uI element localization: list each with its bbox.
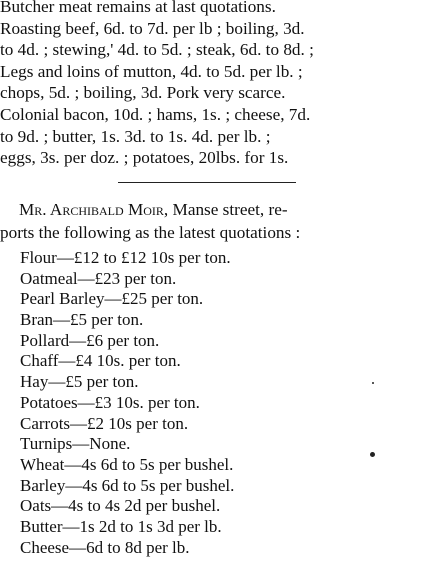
quotation-item: Carrots—£2 10s per ton. [20, 413, 189, 433]
report-line: chops, 5d. ; boiling, 3d. Pork very scarce. [0, 83, 286, 103]
report-line: Legs and loins of mutton, 4d. to 5d. per lb. ; [0, 61, 303, 81]
quotation-item: Wheat—4s 6d to 5s per bushel. [20, 454, 234, 474]
market-report-paragraph [0, 0, 421, 169]
quotation-item: Pollard—£6 per ton. [20, 330, 160, 350]
report-line: eggs, 3s. per doz. ; potatoes, 20lbs. for 1s. [0, 148, 289, 168]
quotation-item: Bran—£5 per ton. [20, 310, 144, 330]
quotation-item: Oatmeal—£23 per ton. [20, 268, 177, 288]
quotations-intro [0, 198, 421, 244]
quotation-item: Barley—4s 6d to 5s per bushel. [20, 475, 235, 495]
quotation-list [20, 248, 420, 558]
quotation-item: Oats—4s to 4s 2d per bushel. [20, 496, 221, 516]
intro-line [0, 198, 421, 221]
merchant-name: Mr. Archibald Moir, [19, 200, 169, 219]
quotation-item: Turnips—None. [20, 434, 131, 454]
report-line: to 4d. ; stewing,' 4d. to 5d. ; steak, 6d. to 8d. ; [0, 40, 314, 60]
quotation-item: Butter—1s 2d to 1s 3d per lb. [20, 516, 222, 536]
intro-line-rest: Manse street, re- [168, 200, 288, 219]
quotation-item: Pearl Barley—£25 per ton. [20, 289, 204, 309]
report-line: Colonial bacon, 10d. ; hams, 1s. ; cheese, 7d. [0, 104, 311, 124]
quotation-item: Flour—£12 to £12 10s per ton. [20, 248, 231, 267]
intro-line: ports the following as the latest quotations : [0, 223, 301, 242]
report-line: Roasting beef, 6d. to 7d. per lb ; boiling, 3d. [0, 18, 305, 38]
ink-speck [372, 382, 374, 384]
quotation-item: Potatoes—£3 10s. per ton. [20, 392, 200, 412]
section-divider [118, 182, 296, 183]
report-line: Butcher meat remains at last quotations. [0, 0, 276, 16]
quotation-item: Cheese—6d to 8d per lb. [20, 537, 190, 557]
quotation-item: Chaff—£4 10s. per ton. [20, 351, 181, 371]
report-line: to 9d. ; butter, 1s. 3d. to 1s. 4d. per lb. ; [0, 126, 271, 146]
quotation-item: Hay—£5 per ton. [20, 372, 139, 392]
ink-speck [370, 452, 375, 457]
